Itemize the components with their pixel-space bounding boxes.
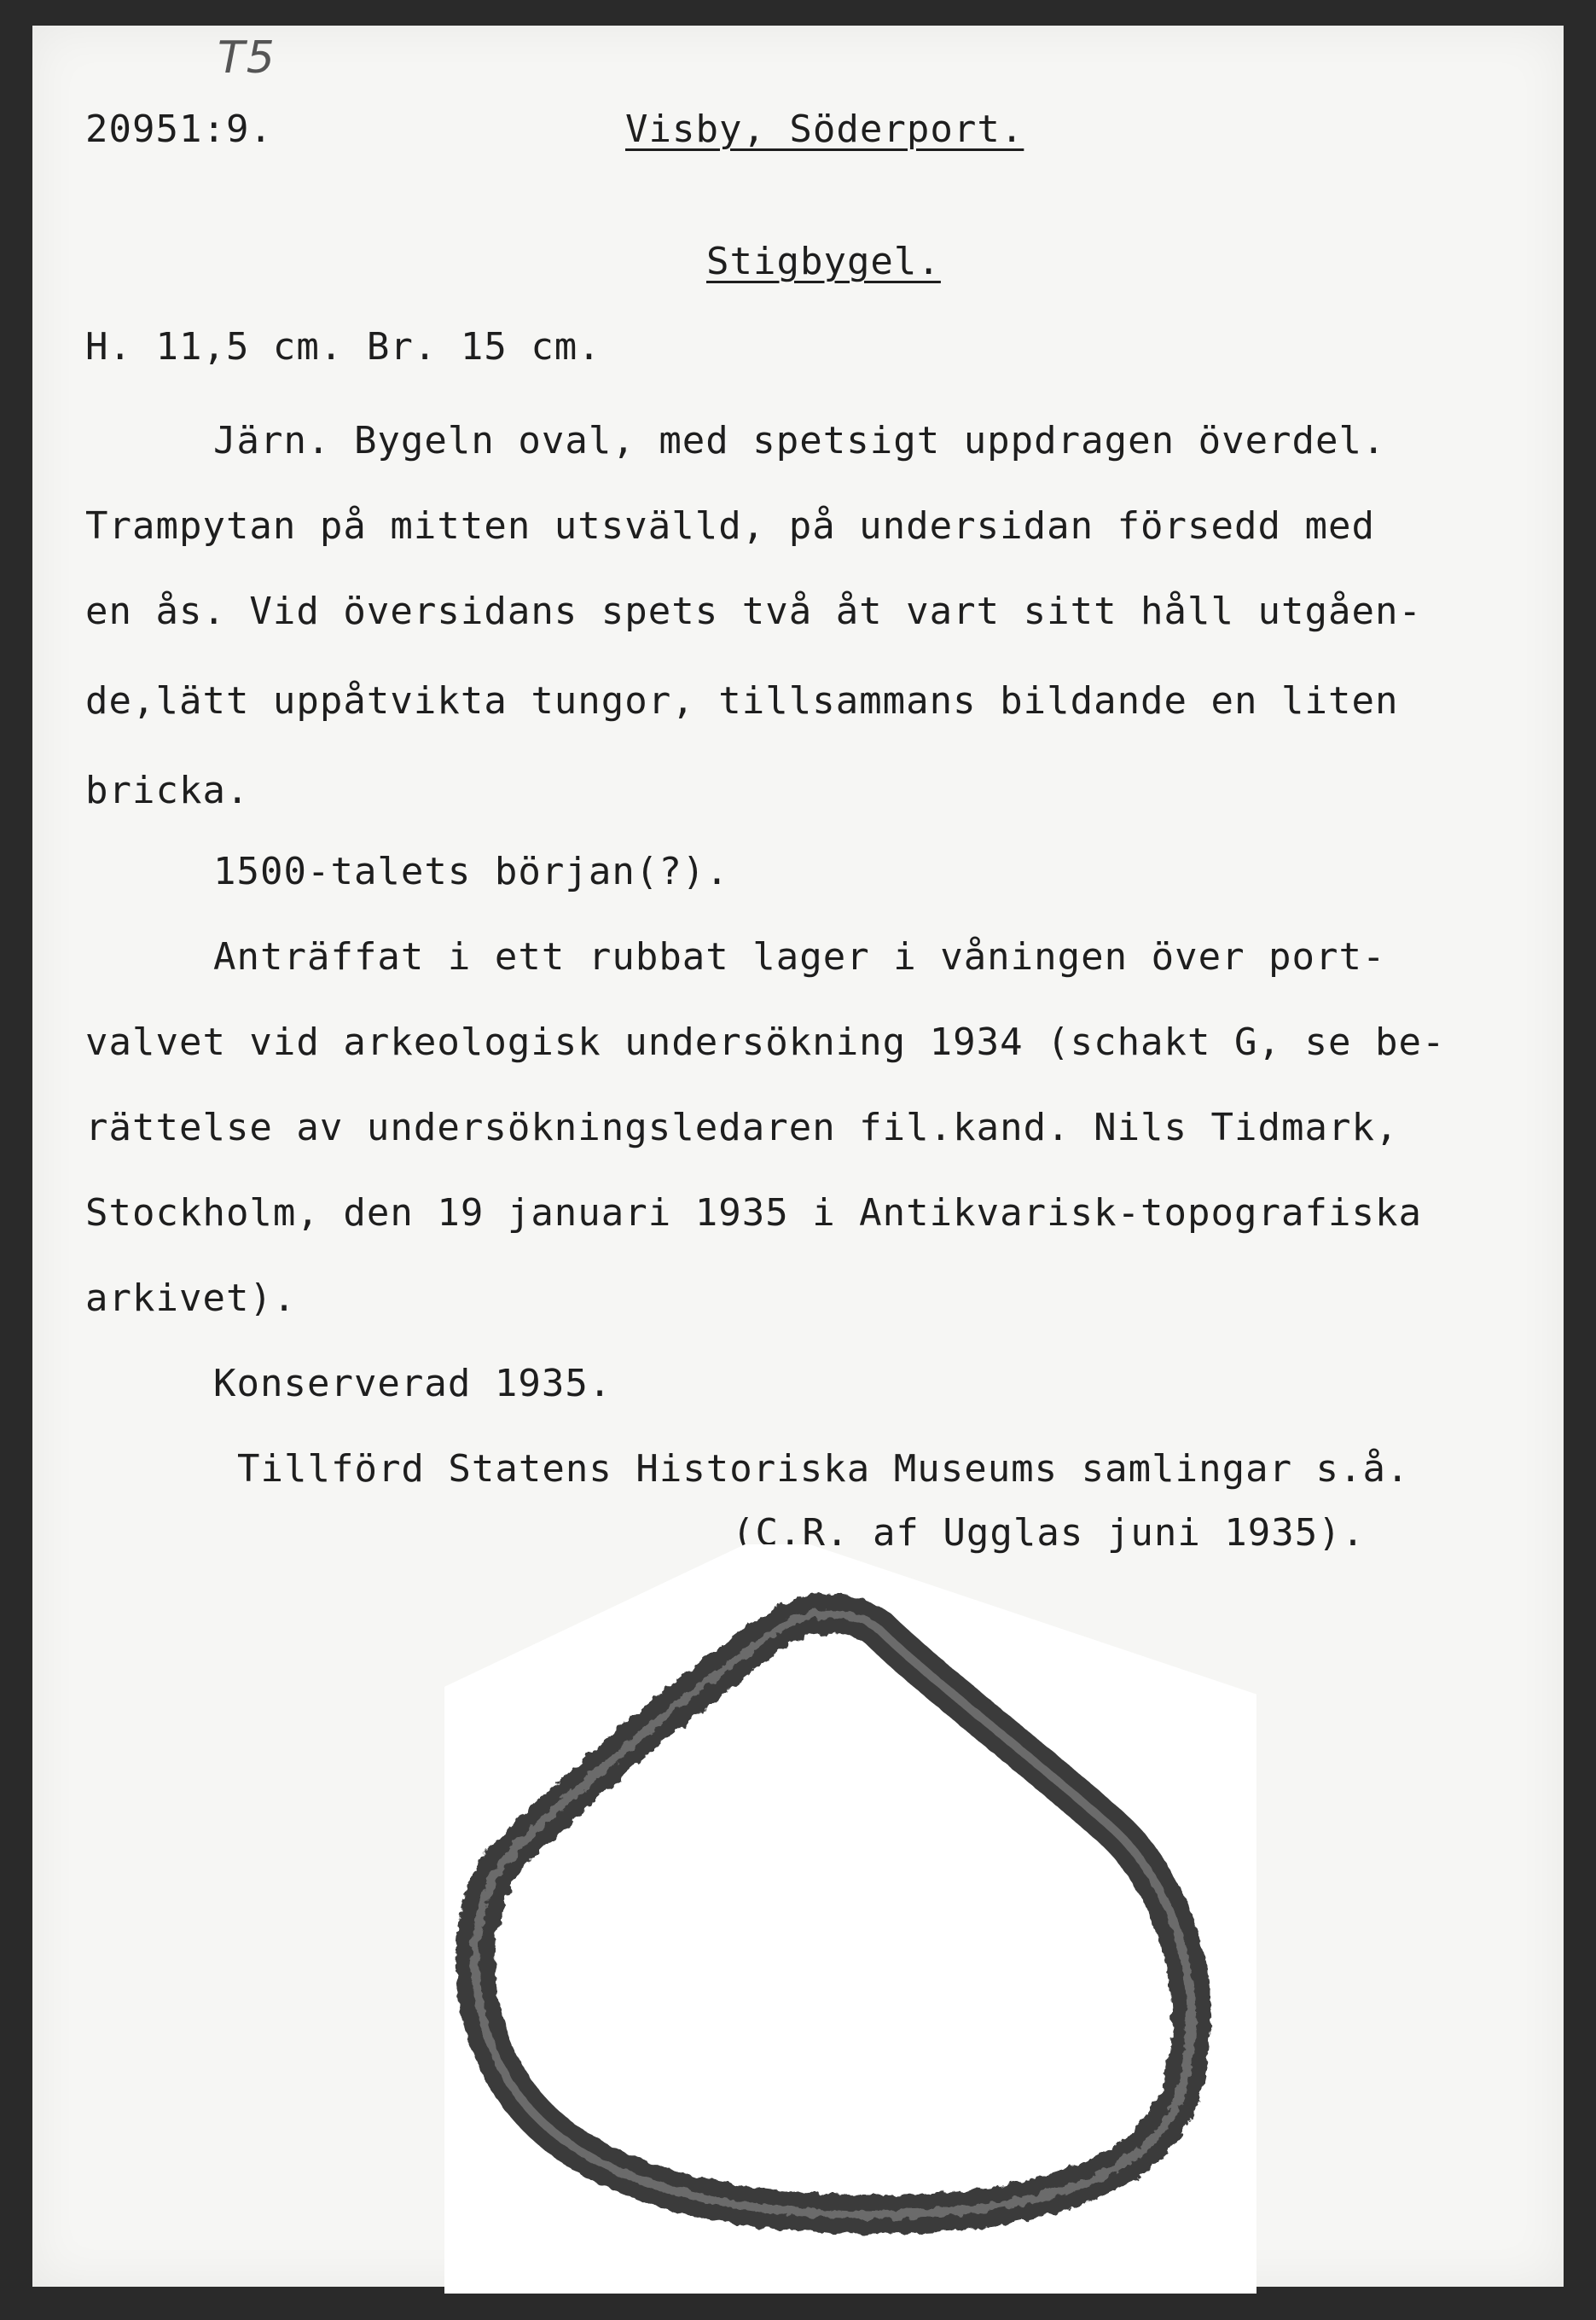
find-line: valvet vid arkeologisk undersökning 1934 (schakt G, se be- bbox=[85, 1020, 1446, 1064]
description-line: bricka. bbox=[85, 769, 250, 812]
description-line: de,lätt uppåtvikta tungor, tillsammans bildande en liten bbox=[85, 679, 1399, 723]
stirrup-photo bbox=[444, 1544, 1256, 2294]
find-line: Anträffat i ett rubbat lager i våningen över port- bbox=[213, 935, 1386, 979]
stirrup-image bbox=[444, 1544, 1256, 2294]
inventory-number: 20951:9. bbox=[85, 108, 273, 151]
find-line: Stockholm, den 19 januari 1935 i Antikvarisk-topografiska bbox=[85, 1191, 1422, 1235]
dimensions: H. 11,5 cm. Br. 15 cm. bbox=[85, 325, 601, 369]
conservation-note: Konserverad 1935. bbox=[213, 1362, 612, 1405]
location-title: Visby, Söderport. bbox=[625, 108, 1024, 151]
description-line: Järn. Bygeln oval, med spetsigt uppdragen överdel. bbox=[213, 419, 1386, 462]
description-line: en ås. Vid översidans spets två åt vart sitt håll utgåen- bbox=[85, 590, 1422, 633]
stirrup-ring bbox=[475, 1614, 1192, 2214]
signature-line: (C.R. af Ugglas juni 1935). bbox=[732, 1511, 1366, 1555]
acquisition-note: Tillförd Statens Historiska Museums samlingar s.å. bbox=[237, 1447, 1410, 1491]
handwritten-mark: T5 bbox=[218, 32, 276, 84]
object-title: Stigbygel. bbox=[706, 240, 941, 283]
dating: 1500-talets början(?). bbox=[213, 850, 729, 893]
find-line: arkivet). bbox=[85, 1276, 297, 1320]
catalog-card bbox=[32, 26, 1564, 2287]
find-line: rättelse av undersökningsledaren fil.kand. Nils Tidmark, bbox=[85, 1106, 1399, 1149]
description-line: Trampytan på mitten utsvälld, på undersidan försedd med bbox=[85, 504, 1375, 548]
